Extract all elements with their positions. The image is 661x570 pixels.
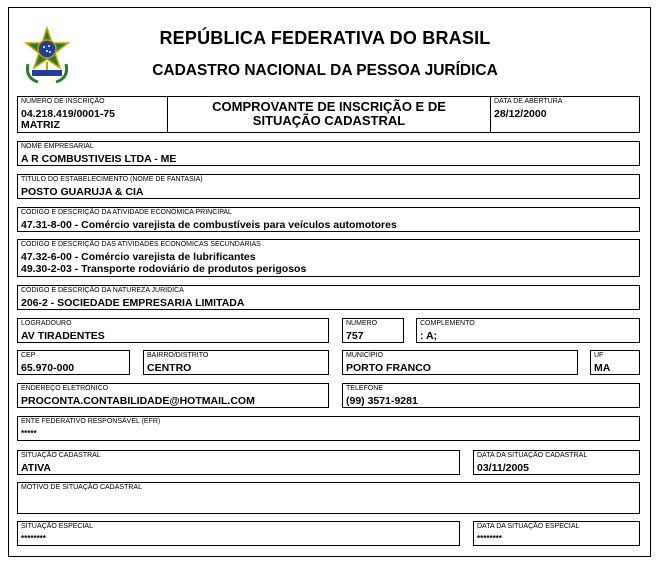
situacao-especial-box — [17, 521, 460, 546]
situacao-especial-value: ******** — [21, 534, 46, 543]
atividade-principal-box — [17, 207, 640, 232]
data-situacao-label: DATA DA SITUAÇÃO CADASTRAL — [477, 452, 588, 459]
natureza-juridica-box — [17, 285, 640, 310]
atividades-secundarias-label: CÓDIGO E DESCRIÇÃO DAS ATIVIDADES ECONÔMICAS SECUNDÁRIAS — [21, 241, 261, 248]
municipio-value: PORTO FRANCO — [346, 362, 431, 374]
bairro-value: CENTRO — [147, 362, 192, 374]
comprovante-title-box — [167, 96, 491, 133]
nome-empresarial-label: NOME EMPRESARIAL — [21, 143, 94, 150]
numero-label: NÚMERO — [346, 320, 378, 327]
complemento-label: COMPLEMENTO — [420, 320, 475, 327]
efr-label: ENTE FEDERATIVO RESPONSÁVEL (EFR) — [21, 418, 161, 425]
nome-fantasia-box — [17, 174, 640, 199]
numero-box — [342, 318, 404, 343]
telefone-box — [342, 383, 640, 408]
motivo-label: MOTIVO DE SITUAÇÃO CADASTRAL — [21, 484, 142, 491]
cep-value: 65.970-000 — [21, 362, 75, 374]
email-label: ENDEREÇO ELETRÔNICO — [21, 385, 109, 392]
brazil-coat-of-arms-emblem — [22, 26, 72, 84]
abertura-label: DATA DE ABERTURA — [494, 98, 563, 105]
inscricao-number: 04.218.419/0001-75 — [21, 108, 116, 120]
motivo-box — [17, 482, 640, 514]
page-title: REPÚBLICA FEDERATIVA DO BRASIL — [159, 28, 491, 48]
bairro-label: BAIRRO/DISTRITO — [147, 352, 209, 359]
natureza-juridica-value: 206-2 - SOCIEDADE EMPRESARIA LIMITADA — [21, 297, 245, 309]
data-situacao-value: 03/11/2005 — [477, 462, 529, 474]
situacao-especial-label: SITUAÇÃO ESPECIAL — [21, 523, 93, 530]
municipio-label: MUNICÍPIO — [346, 352, 383, 359]
atividade-principal-value: 47.31-8-00 - Comércio varejista de combustíveis para veículos automotores — [21, 219, 397, 231]
page-subtitle: CADASTRO NACIONAL DA PESSOA JURÍDICA — [152, 62, 498, 79]
situacao-cadastral-value: ATIVA — [21, 462, 51, 474]
data-situacao-especial-value: ******** — [477, 534, 502, 543]
email-value: PROCONTA.CONTABILIDADE@HOTMAIL.COM — [21, 395, 255, 407]
numero-value: 757 — [346, 330, 364, 342]
comprovante-title-line-1: COMPROVANTE DE INSCRIÇÃO E DE — [212, 99, 446, 114]
atividade-principal-label: CÓDIGO E DESCRIÇÃO DA ATIVIDADE ECONÔMICA PRINCIPAL — [21, 209, 232, 216]
municipio-box — [342, 350, 578, 375]
abertura-value: 28/12/2000 — [494, 108, 547, 120]
atividade-secundaria-item: 49.30-2-03 - Transporte rodoviário de produtos perigosos — [21, 263, 307, 275]
uf-label: UF — [594, 352, 604, 359]
telefone-label: TELEFONE — [346, 385, 383, 392]
complemento-value: : A; — [420, 330, 438, 342]
logradouro-box — [17, 318, 329, 343]
nome-fantasia-value: POSTO GUARUJA & CIA — [21, 186, 144, 198]
inscricao-tipo: MATRIZ — [21, 119, 60, 131]
situacao-cadastral-label: SITUAÇÃO CADASTRAL — [21, 452, 101, 459]
nome-empresarial-value: A R COMBUSTIVEIS LTDA - ME — [21, 153, 177, 165]
telefone-value: (99) 3571-9281 — [346, 395, 418, 407]
complemento-box — [416, 318, 640, 343]
uf-box — [590, 350, 640, 375]
nome-fantasia-label: TÍTULO DO ESTABELECIMENTO (NOME DE FANTASIA) — [21, 176, 203, 183]
atividades-secundarias-box — [17, 239, 640, 277]
comprovante-title-line-2: SITUAÇÃO CADASTRAL — [252, 113, 406, 128]
logradouro-value: AV TIRADENTES — [21, 330, 105, 342]
comprovante-title — [168, 100, 490, 128]
abertura-box — [490, 96, 640, 133]
inscricao-box — [17, 96, 168, 133]
data-situacao-especial-label: DATA DA SITUAÇÃO ESPECIAL — [477, 523, 580, 530]
cep-label: CEP — [21, 352, 36, 359]
bairro-box — [143, 350, 329, 375]
efr-value: ***** — [21, 429, 37, 438]
nome-empresarial-box — [17, 141, 640, 166]
efr-box — [17, 416, 640, 441]
inscricao-label: NÚMERO DE INSCRIÇÃO — [21, 98, 105, 105]
uf-value: MA — [594, 362, 611, 374]
cep-box — [17, 350, 130, 375]
logradouro-label: LOGRADOURO — [21, 320, 72, 327]
situacao-cadastral-box — [17, 450, 460, 475]
atividade-secundaria-item: 47.32-6-00 - Comércio varejista de lubrificantes — [21, 251, 256, 263]
data-situacao-box — [473, 450, 640, 475]
data-situacao-especial-box — [473, 521, 640, 546]
email-box — [17, 383, 329, 408]
natureza-juridica-label: CÓDIGO E DESCRIÇÃO DA NATUREZA JURÍDICA — [21, 287, 184, 294]
